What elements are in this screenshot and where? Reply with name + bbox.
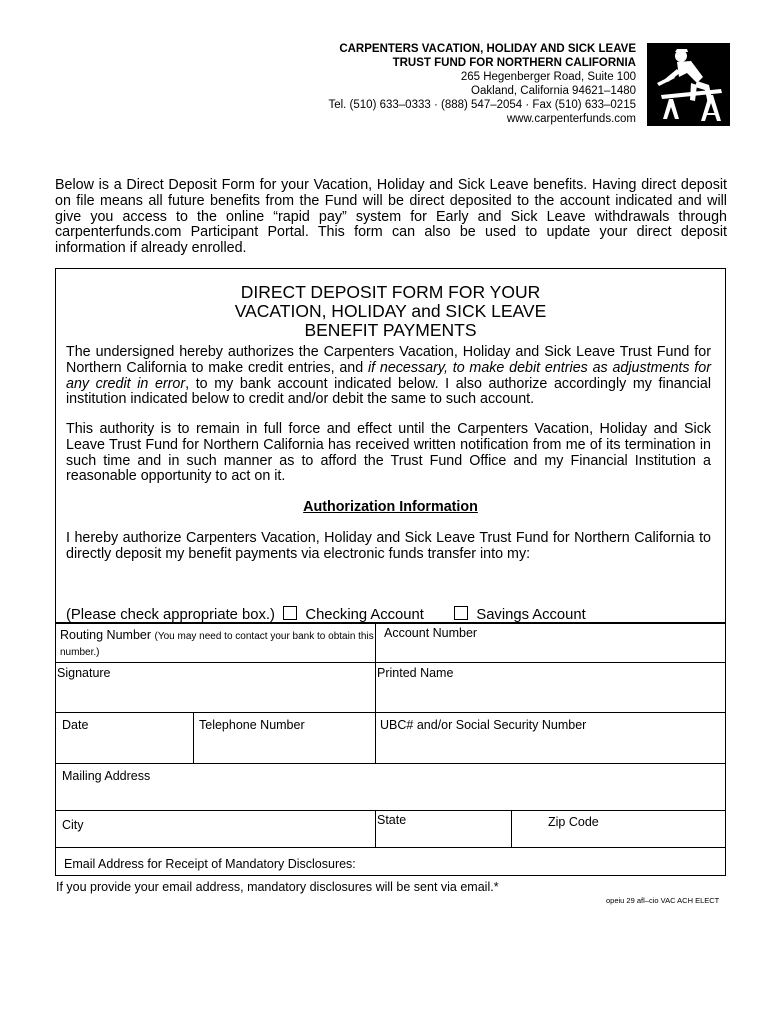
org-name-line1: CARPENTERS VACATION, HOLIDAY AND SICK LEAVE: [339, 43, 636, 55]
signature-field[interactable]: [55, 662, 376, 713]
form-title-line3: BENEFIT PAYMENTS: [304, 320, 477, 340]
termination-paragraph: This authority is to remain in full force and effect until the Carpenters Vacation, Holiday and Sick Leave Trust Fund for Northern California has received written notification from me of its termination in such time and in such manner as to afford the Trust Fund Office and my Financial Institution a reasonable opportunity to act on it.: [66, 421, 711, 485]
email-field[interactable]: [55, 847, 726, 876]
mailing-address-field[interactable]: [55, 763, 726, 811]
account-type-row: [66, 606, 586, 623]
account-number-field[interactable]: [375, 623, 726, 663]
city-field[interactable]: [55, 810, 376, 848]
routing-number-note: (You may need to contact your bank to obtain this number.): [60, 631, 374, 658]
website: www.carpenterfunds.com: [506, 113, 636, 125]
letterhead: [328, 42, 636, 126]
form-title-line1: DIRECT DEPOSIT FORM FOR YOUR: [240, 282, 541, 302]
city-label: City: [62, 818, 84, 832]
email-label: Email Address for Receipt of Mandatory Disclosures:: [64, 857, 356, 871]
telephone-field[interactable]: [193, 712, 376, 764]
email-disclosure-note: If you provide your email address, mandatory disclosures will be sent via email.*: [56, 880, 499, 894]
intro-paragraph: Below is a Direct Deposit Form for your Vacation, Holiday and Sick Leave benefits. Having direct deposit on file means all future benefits from the Fund will be direct deposited to the account indicated and will give you access to the online “rapid pay” system for Early and Sick Leave withdrawals through carpenterfunds.com Participant Portal. This form can also be used to update your direct deposit information if already enrolled.: [55, 177, 727, 257]
auth-text-a: The undersigned hereby authorizes the Carpenters Vacation, Holiday and Sick Leave Trust Fund for Northern California to make credit entries, and: [66, 344, 711, 376]
checking-label: Checking Account: [305, 607, 424, 623]
state-label: State: [377, 813, 407, 827]
account-number-label: Account Number: [384, 626, 478, 640]
routing-number-field[interactable]: [55, 623, 376, 663]
date-label: Date: [62, 718, 89, 732]
org-name-line2: TRUST FUND FOR NORTHERN CALIFORNIA: [392, 57, 636, 69]
carpenter-sawhorse-logo-icon: [647, 43, 730, 126]
zip-code-field[interactable]: [511, 810, 726, 848]
authorization-heading: Authorization Information: [303, 499, 478, 515]
mailing-address-label: Mailing Address: [62, 769, 151, 783]
check-prompt: (Please check appropriate box.): [66, 607, 275, 623]
date-field[interactable]: [55, 712, 194, 764]
auth-text-italic: if necessary, to make debit entries as adjustments for any credit in error: [66, 359, 711, 392]
form-title: [55, 283, 726, 340]
printed-name-label: Printed Name: [377, 666, 454, 680]
phone-numbers: Tel. (510) 633–0333 · (888) 547–2054 · Fax (510) 633–0215: [328, 99, 636, 111]
state-field[interactable]: [375, 810, 512, 848]
checking-checkbox[interactable]: [283, 606, 297, 620]
address-line1: 265 Hegenberger Road, Suite 100: [460, 71, 636, 83]
printed-name-field[interactable]: [375, 662, 726, 713]
telephone-label: Telephone Number: [199, 718, 305, 732]
zip-code-label: Zip Code: [548, 815, 599, 829]
routing-number-label: Routing Number: [60, 628, 152, 642]
savings-checkbox[interactable]: [454, 606, 468, 620]
savings-label: Savings Account: [476, 607, 586, 623]
form-code: opeiu 29 afl–cio VAC ACH ELECT: [606, 896, 720, 905]
form-title-line2: VACATION, HOLIDAY and SICK LEAVE: [234, 301, 547, 321]
ubc-ssn-label: UBC# and/or Social Security Number: [380, 718, 587, 732]
deposit-authorization-paragraph: I hereby authorize Carpenters Vacation, Holiday and Sick Leave Trust Fund for Northern California to directly deposit my benefit payments via electronic funds transfer into my:: [66, 530, 711, 562]
ubc-ssn-field[interactable]: [375, 712, 726, 764]
signature-label: Signature: [57, 666, 111, 680]
address-line2: Oakland, California 94621–1480: [471, 85, 636, 97]
authorization-paragraph: [66, 345, 711, 408]
auth-text-b: , to my bank account indicated below. I also authorize accordingly my financial institution indicated below to credit and/or debit the same to such account.: [66, 375, 711, 408]
